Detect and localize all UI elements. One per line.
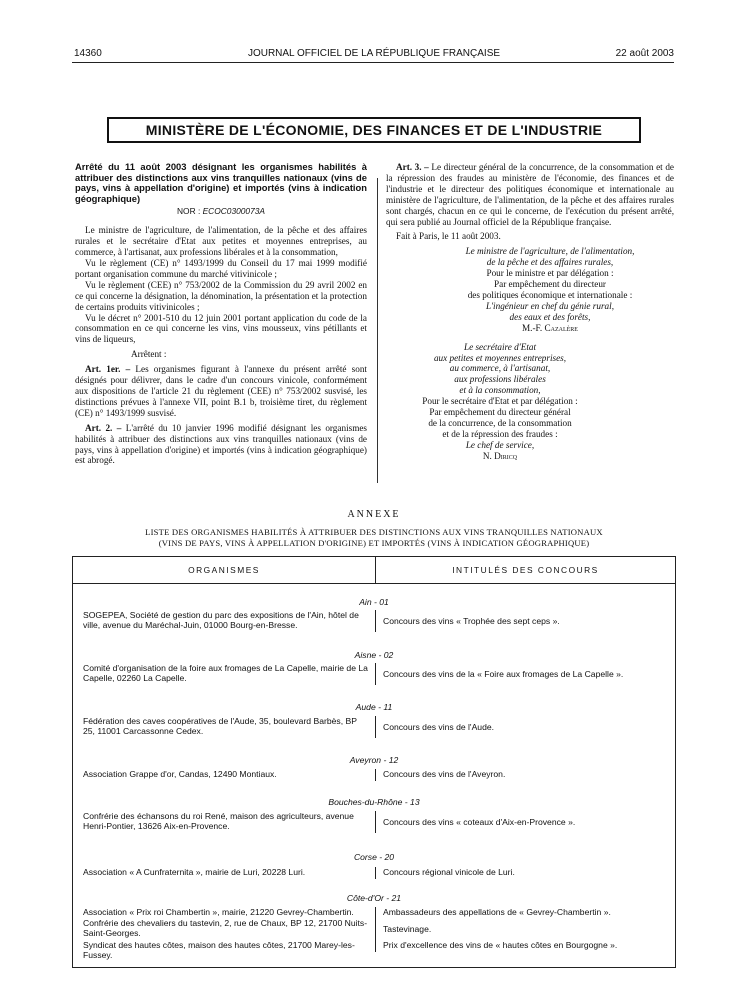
column-separator bbox=[375, 663, 376, 685]
concours-cell: Tastevinage. bbox=[383, 924, 432, 934]
column-separator bbox=[375, 769, 376, 781]
journal-title: JOURNAL OFFICIEL DE LA RÉPUBLIQUE FRANÇAISE bbox=[247, 48, 501, 59]
concours-cell: Concours régional vinicole de Luri. bbox=[383, 867, 515, 877]
organisme-cell: Association « Prix roi Chambertin », mairie, 21220 Gevrey-Chambertin. bbox=[83, 907, 354, 917]
signature-line: Par empêchement du directeur bbox=[494, 279, 606, 290]
column-separator bbox=[375, 610, 376, 632]
article-2 bbox=[75, 423, 367, 467]
region-heading: Corse - 20 bbox=[353, 852, 395, 862]
column-separator bbox=[375, 811, 376, 833]
page-number: 14360 bbox=[74, 48, 102, 59]
annexe-title: ANNEXE bbox=[347, 509, 401, 520]
organisme-cell: Comité d'organisation de la foire aux fromages de La Capelle, mairie de La Capelle, 02260 La Capelle. bbox=[83, 663, 368, 684]
signature-line: Pour le ministre et par délégation : bbox=[486, 268, 614, 279]
article-1 bbox=[75, 364, 367, 419]
organisme-cell: Confrérie des échansons du roi René, maison des agriculteurs, avenue Henri-Pontier, 13626 Aix-en-Provence. bbox=[83, 811, 354, 832]
arretent: Arrêtent : bbox=[131, 349, 167, 360]
signature-line: de la concurrence, de la consommation bbox=[428, 417, 572, 428]
column-separator bbox=[375, 867, 376, 879]
signature-line: N. Diricq bbox=[482, 450, 518, 461]
visa-3: Vu le décret n° 2001-510 du 12 juin 2001 portant application du code de la consommation en ce qui concerne les vins, vins mousseux, vins pétillants et vins de liqueurs, bbox=[75, 312, 367, 345]
signature-line: des eaux et des forêts, bbox=[509, 311, 591, 322]
table-header bbox=[73, 557, 675, 584]
concours-cell: Concours des vins « coteaux d'Aix-en-Provence ». bbox=[383, 817, 576, 827]
signature-line: aux professions libérales bbox=[454, 374, 546, 385]
visa-1: Vu le règlement (CE) n° 1493/1999 du Conseil du 17 mai 1999 modifié portant organisation commune du marché vitivinicole ; bbox=[75, 258, 367, 279]
column-separator bbox=[375, 907, 376, 918]
signature-line: de la pêche et des affaires rurales, bbox=[486, 257, 614, 268]
signature-line: au commerce, à l'artisanat, bbox=[449, 363, 551, 374]
article-1-label: Art. 1er. – bbox=[85, 364, 131, 375]
column-separator bbox=[375, 716, 376, 738]
signature-line: Le secrétaire d'Etat bbox=[463, 341, 537, 352]
place-date: Fait à Paris, le 11 août 2003. bbox=[396, 231, 501, 242]
signature-line: Pour le secrétaire d'Etat et par délégation : bbox=[422, 396, 578, 407]
nor-label: NOR : bbox=[177, 206, 203, 217]
signature-line: Par empêchement du directeur général bbox=[429, 407, 571, 418]
region-heading: Aisne - 02 bbox=[354, 650, 394, 660]
organisme-cell: Association Grappe d'or, Candas, 12490 Montiaux. bbox=[83, 769, 277, 779]
issue-date: 22 août 2003 bbox=[615, 48, 674, 59]
organisme-cell: SOGEPEA, Société de gestion du parc des expositions de l'Ain, hôtel de ville, avenue du Maréchal-Juin, 01000 Bourg-en-Bresse. bbox=[83, 610, 359, 631]
annexe-table bbox=[72, 556, 676, 968]
decree-title: Arrêté du 11 août 2003 désignant les organismes habilités à attribuer des distinctions aux vins tranquilles nationaux (vins de pays, vins à appellation d'origine) et importés (vins à indication géographique) bbox=[75, 161, 367, 204]
signature-line: des politiques économique et internationale : bbox=[467, 289, 633, 300]
region-heading: Bouches-du-Rhône - 13 bbox=[328, 797, 420, 807]
concours-cell: Prix d'excellence des vins de « hautes côtes en Bourgogne ». bbox=[383, 940, 618, 950]
decree-left-column bbox=[75, 162, 367, 466]
article-3-label: Art. 3. – bbox=[396, 162, 429, 172]
column-separator bbox=[375, 940, 376, 952]
annexe-subtitle-line-1: LISTE DES ORGANISMES HABILITÉS À ATTRIBUER DES DISTINCTIONS AUX VINS TRANQUILLES NATIONAUX bbox=[145, 527, 603, 537]
header-organismes: ORGANISMES bbox=[188, 565, 260, 575]
concours-cell: Concours des vins de la « Foire aux fromages de La Capelle ». bbox=[383, 669, 624, 679]
organisme-cell: Syndicat des hautes côtes, maison des hautes côtes, 21700 Marey-les-Fussey. bbox=[83, 940, 355, 961]
ministry-banner bbox=[107, 117, 641, 143]
region-heading: Aveyron - 12 bbox=[349, 755, 399, 765]
signature-line: Le chef de service, bbox=[465, 439, 535, 450]
decree-right-column bbox=[386, 162, 674, 462]
article-3 bbox=[386, 162, 674, 227]
organisme-cell: Confrérie des chevaliers du tastevin, 2, rue de Chaux, BP 12, 21700 Nuits-Saint-Georges. bbox=[83, 918, 368, 939]
nor-reference bbox=[75, 206, 367, 217]
signature-line: Le ministre de l'agriculture, de l'alimentation, bbox=[465, 246, 635, 257]
signature-block-minister bbox=[386, 246, 674, 333]
nor-code: ECOC0300073A bbox=[202, 206, 265, 217]
header-rule bbox=[72, 62, 674, 63]
article-3-text: Le directeur général de la concurrence, de la consommation et de la répression des fraudes au ministère de l'économie, des finances et de l'industrie et le directeur des politiques économique et internationale au ministère de l'agriculture, de l'alimentation, de la pêche et des affaires rurales sont chargés, chacun en ce qui le concerne, de l'exécution du présent arrêté, qui sera publié au Journal officiel de la République française. bbox=[386, 162, 674, 227]
organisme-cell: Fédération des caves coopératives de l'Aude, 35, boulevard Barbès, BP 25, 11001 Carcassonne Cedex. bbox=[83, 716, 357, 737]
ministry-title: MINISTÈRE DE L'ÉCONOMIE, DES FINANCES ET DE L'INDUSTRIE bbox=[145, 122, 603, 138]
header-concours: INTITULÉS DES CONCOURS bbox=[452, 565, 599, 575]
article-2-label: Art. 2. – bbox=[85, 422, 122, 433]
preamble: Le ministre de l'agriculture, de l'alimentation, de la pêche et des affaires rurales et le secrétaire d'Etat aux petites et moyennes entreprises, au commerce, à l'artisanat, aux professions libérales et à la consommation, bbox=[75, 225, 367, 258]
concours-cell: Ambassadeurs des appellations de « Gevrey-Chambertin ». bbox=[383, 907, 611, 917]
signature-block-secretary bbox=[386, 342, 674, 462]
article-2-text: L'arrêté du 10 janvier 1996 modifié désignant les organismes habilités à attribuer des distinctions aux vins tranquilles nationaux (vins de pays, vins à appellation d'origine) et importés (vins à indication géographique) est abrogé. bbox=[75, 422, 368, 466]
signature-line: et de la répression des fraudes : bbox=[442, 428, 558, 439]
concours-cell: Concours des vins de l'Aude. bbox=[383, 722, 495, 732]
region-heading: Côte-d'Or - 21 bbox=[346, 893, 402, 903]
annexe-subtitle-line-2: (VINS DE PAYS, VINS À APPELLATION D'ORIGINE) ET IMPORTÉS (VINS À INDICATION GÉOGRAPHIQUE) bbox=[158, 537, 590, 548]
column-separator bbox=[375, 918, 376, 940]
organisme-cell: Association « A Cunfraternita », mairie de Luri, 20228 Luri. bbox=[83, 867, 306, 877]
concours-cell: Concours des vins de l'Aveyron. bbox=[383, 769, 506, 779]
region-heading: Aude - 11 bbox=[355, 702, 393, 712]
signature-line: M.-F. Cazalère bbox=[522, 322, 578, 333]
visa-2: Vu le règlement (CEE) n° 753/2002 de la Commission du 29 avril 2002 en ce qui concerne la désignation, la dénomination, la présentation et la protection de certains produits vitivinicoles ; bbox=[75, 279, 367, 312]
annexe-subtitle bbox=[80, 527, 668, 548]
region-heading: Ain - 01 bbox=[359, 597, 389, 607]
signature-line: L'ingénieur en chef du génie rural, bbox=[485, 300, 614, 311]
signature-line: aux petites et moyennes entreprises, bbox=[433, 352, 567, 363]
article-1-text: Les organismes figurant à l'annexe du présent arrêté sont désignés pour délivrer, dans le cadre d'un concours vinicole, conformément aux dispositions de l'article 21 du règlement (CEE) n° 753/2002 susvisé, les distinctions prévues à l'annexe VII, point B.1 b, troisième tiret, du règlement (CE) n° 1493/1999 susvisé. bbox=[75, 364, 367, 418]
column-divider bbox=[377, 178, 378, 483]
signature-line: et à la consommation, bbox=[459, 385, 541, 396]
concours-cell: Concours des vins « Trophée des sept ceps ». bbox=[383, 616, 560, 626]
